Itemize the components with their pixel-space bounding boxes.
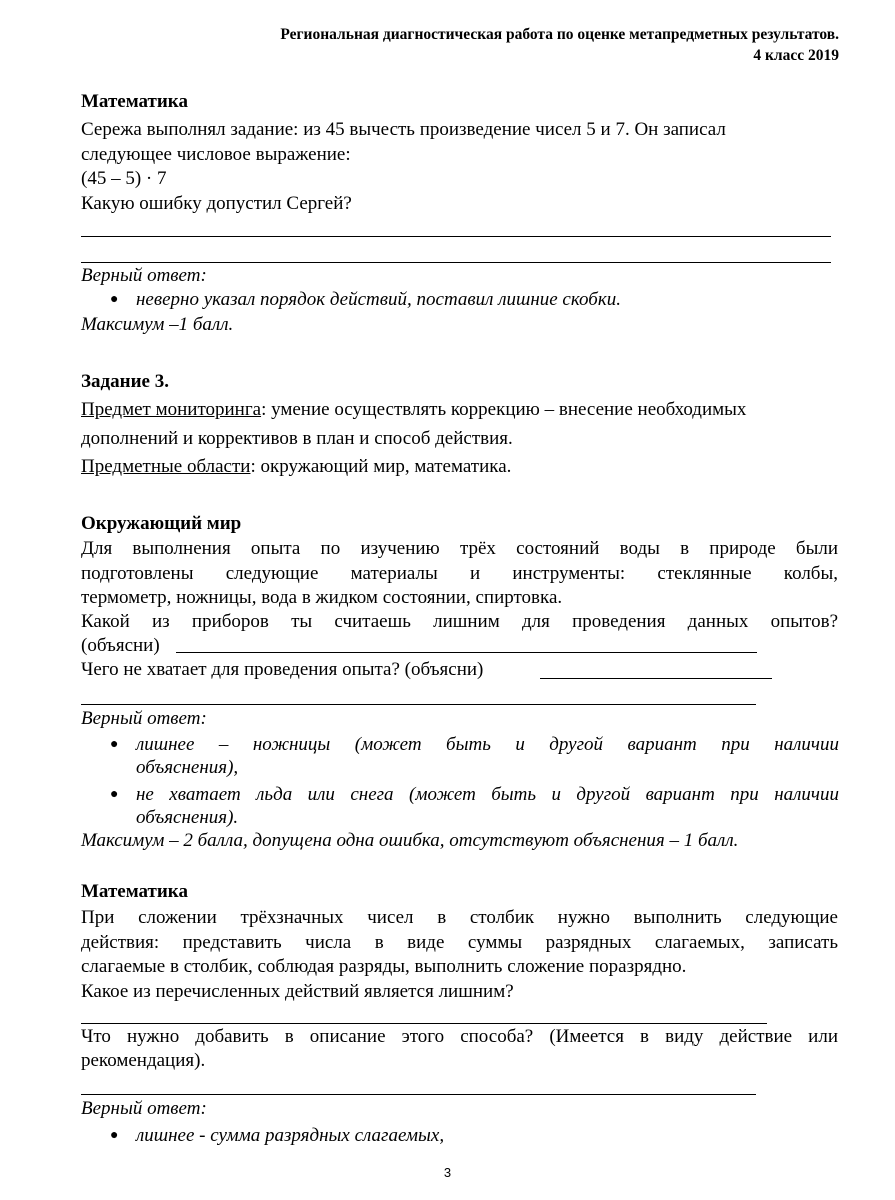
task3-areas-line <box>81 455 511 478</box>
math1-expression: (45 – 5) · 7 <box>81 168 167 189</box>
task3-areas-text: : окружающий мир, математика. <box>250 456 512 477</box>
bullet-icon: ● <box>110 292 119 307</box>
world-bullet2-line1: не хватает льда или снега (может быть и другой вариант при наличии <box>136 784 839 805</box>
math2-answer-label: Верный ответ: <box>81 1098 207 1119</box>
math2-text-line1: При сложении трёхзначных чисел в столбик нужно выполнить следующие <box>81 907 838 928</box>
bullet-icon: ● <box>110 1128 119 1143</box>
task3-subject-line1 <box>81 398 746 421</box>
math1-text-line2: следующее числовое выражение: <box>81 144 351 165</box>
world-max-score: Максимум – 2 балла, допущена одна ошибка, отсутствуют объяснения – 1 балл. <box>81 830 739 851</box>
math1-answer-label: Верный ответ: <box>81 265 207 286</box>
world-bullet1-line1: лишнее – ножницы (может быть и другой вариант при наличии <box>136 734 839 755</box>
math1-max-score: Максимум –1 балл. <box>81 314 234 335</box>
world-text-line2: подготовлены следующие материалы и инструменты: стеклянные колбы, <box>81 563 838 584</box>
task3-subject-text: : умение осуществлять коррекцию – внесение необходимых <box>261 399 747 420</box>
world-bullet2-line2: объяснения). <box>136 807 239 828</box>
math2-text-line3: слагаемые в столбик, соблюдая разряды, выполнить сложение поразрядно. <box>81 956 687 977</box>
world-text-line1: Для выполнения опыта по изучению трёх состояний воды в природе были <box>81 538 838 559</box>
document-header <box>280 24 839 66</box>
math2-question2-line1: Что нужно добавить в описание этого способа? (Имеется в виду действие или <box>81 1026 838 1047</box>
math2-question2-line2: рекомендация). <box>81 1050 206 1071</box>
answer-line <box>540 678 772 679</box>
answer-line <box>81 1094 756 1095</box>
header-title: Региональная диагностическая работа по оценке метапредметных результатов. <box>280 26 839 43</box>
world-question2: Чего не хватает для проведения опыта? (объясни) <box>81 659 484 680</box>
task3-areas-label: Предметные области <box>81 456 251 477</box>
math2-heading: Математика <box>81 881 188 902</box>
answer-line <box>176 652 757 653</box>
math1-question: Какую ошибку допустил Сергей? <box>81 193 352 214</box>
answer-line <box>81 704 756 705</box>
world-answer-label: Верный ответ: <box>81 708 207 729</box>
bullet-icon: ● <box>110 737 119 752</box>
math1-text-line1: Сережа выполнял задание: из 45 вычесть произведение чисел 5 и 7. Он записал <box>81 119 726 140</box>
answer-line <box>81 1023 767 1024</box>
page-number: 3 <box>443 1165 452 1180</box>
world-text-line3: термометр, ножницы, вода в жидком состоянии, спиртовка. <box>81 587 563 608</box>
math2-answer-bullet: лишнее - сумма разрядных слагаемых, <box>136 1125 445 1146</box>
world-heading: Окружающий мир <box>81 513 242 534</box>
answer-line <box>81 262 831 263</box>
world-question1: Какой из приборов ты считаешь лишним для проведения данных опытов? <box>81 611 838 632</box>
world-bullet1-line2: объяснения), <box>136 757 239 778</box>
math2-question1: Какое из перечисленных действий является лишним? <box>81 981 514 1002</box>
task3-heading: Задание 3. <box>81 371 169 392</box>
task3-subject-line2: дополнений и коррективов в план и способ действия. <box>81 428 513 449</box>
math1-heading: Математика <box>81 91 188 112</box>
math2-text-line2: действия: представить числа в виде суммы разрядных слагаемых, записать <box>81 932 838 953</box>
task3-subject-label: Предмет мониторинга <box>81 399 262 420</box>
math1-answer-bullet: неверно указал порядок действий, поставил лишние скобки. <box>136 289 621 310</box>
header-grade-year: 4 класс 2019 <box>753 47 839 64</box>
world-explain-label: (объясни) <box>81 635 160 656</box>
bullet-icon: ● <box>110 787 119 802</box>
answer-line <box>81 236 831 237</box>
